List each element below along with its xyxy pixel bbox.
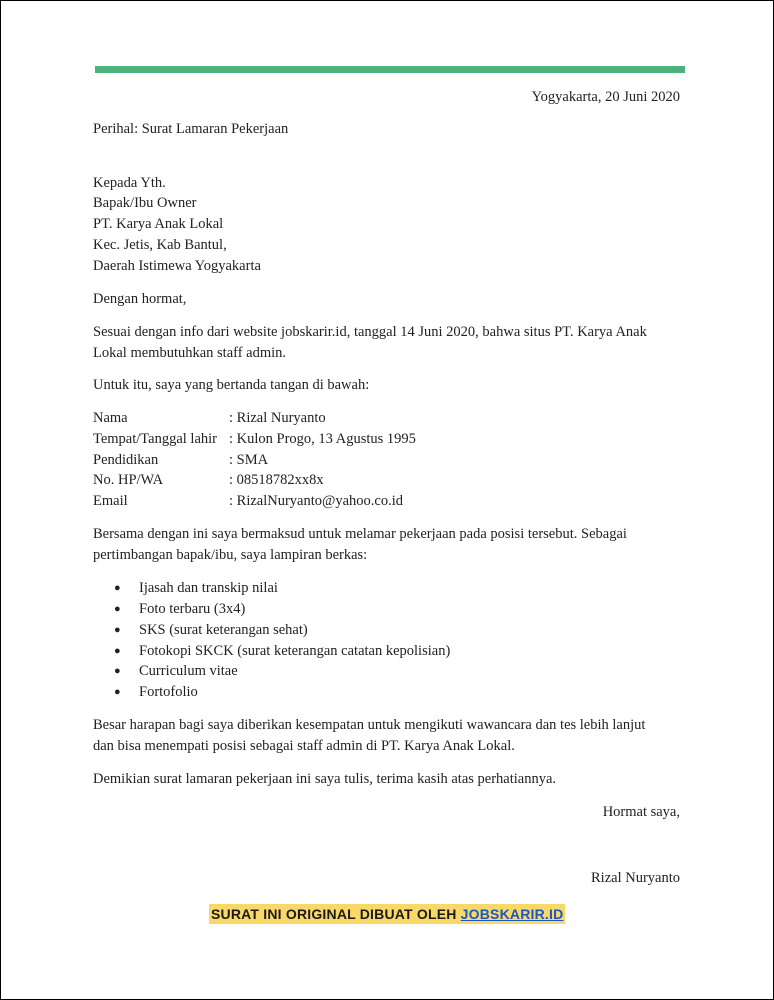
sign-off: Hormat saya, [602, 804, 680, 820]
attachment-label: SKS (surat keterangan sehat) [139, 622, 308, 638]
footer-link[interactable]: JOBSKARIR.ID [460, 906, 564, 922]
top-green-rule [95, 66, 685, 73]
bullet-icon: ● [114, 603, 121, 615]
field-value: : SMA [229, 452, 269, 468]
field-value: : 08518782xx8x [229, 472, 324, 488]
undersigned-line: Untuk itu, saya yang bertanda tangan di bawah: [93, 377, 370, 393]
signer-name: Rizal Nuryanto [591, 870, 680, 886]
field-label: Email [93, 493, 128, 509]
recipient-line: PT. Karya Anak Lokal [93, 216, 224, 232]
bullet-icon: ● [114, 645, 121, 657]
place-date: Yogyakarta, 20 Juni 2020 [531, 89, 680, 105]
closing-line: Demikian surat lamaran pekerjaan ini saya tulis, terima kasih atas perhatiannya. [93, 771, 557, 787]
application-paragraph-line: Bersama dengan ini saya bermaksud untuk melamar pekerjaan pada posisi tersebut. Sebagai [93, 526, 627, 542]
attachment-label: Fortofolio [139, 684, 198, 700]
recipient-line: Daerah Istimewa Yogyakarta [93, 258, 261, 274]
bullet-icon: ● [114, 665, 121, 677]
field-label: Tempat/Tanggal lahir [93, 431, 217, 447]
field-label: Nama [93, 410, 128, 426]
field-value: : Rizal Nuryanto [229, 410, 326, 426]
attachment-label: Ijasah dan transkip nilai [139, 580, 278, 596]
greeting: Dengan hormat, [93, 291, 187, 307]
intro-paragraph-line: Sesuai dengan info dari website jobskarir.id, tanggal 14 Juni 2020, bahwa situs PT. Karya Anak [93, 324, 647, 340]
recipient-line: Kec. Jetis, Kab Bantul, [93, 237, 227, 253]
attachment-label: Foto terbaru (3x4) [139, 601, 246, 617]
recipient-line: Kepada Yth. [93, 175, 166, 191]
application-paragraph-line: pertimbangan bapak/ibu, saya lampiran berkas: [93, 547, 368, 563]
field-value: : RizalNuryanto@yahoo.co.id [229, 493, 404, 509]
bullet-icon: ● [114, 686, 121, 698]
field-label: Pendidikan [93, 452, 159, 468]
attachment-label: Fotokopi SKCK (surat keterangan catatan kepolisian) [139, 643, 451, 659]
footer-banner [209, 904, 565, 924]
footer-text: SURAT INI ORIGINAL DIBUAT OLEH [211, 906, 461, 922]
field-value: : Kulon Progo, 13 Agustus 1995 [229, 431, 416, 447]
attachment-label: Curriculum vitae [139, 663, 238, 679]
field-label: No. HP/WA [93, 472, 164, 488]
recipient-line: Bapak/Ibu Owner [93, 195, 197, 211]
hope-paragraph-line: Besar harapan bagi saya diberikan kesempatan untuk mengikuti wawancara dan tes lebih lanjut [93, 717, 646, 733]
bullet-icon: ● [114, 582, 121, 594]
hope-paragraph-line: dan bisa menempati posisi sebagai staff admin di PT. Karya Anak Lokal. [93, 738, 515, 754]
bullet-icon: ● [114, 624, 121, 636]
subject-line: Perihal: Surat Lamaran Pekerjaan [93, 121, 289, 137]
intro-paragraph-line: Lokal membutuhkan staff admin. [93, 345, 287, 361]
